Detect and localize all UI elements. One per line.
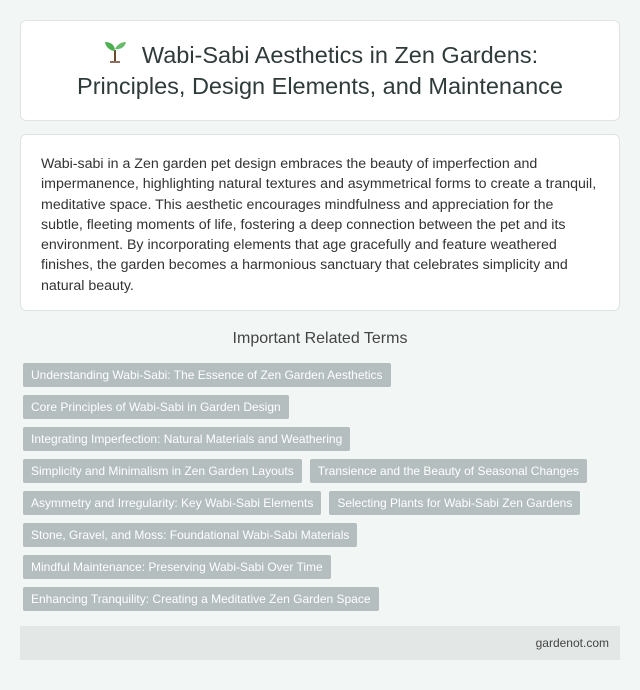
related-terms-list — [23, 363, 603, 611]
related-term-tag[interactable]: Core Principles of Wabi-Sabi in Garden Design — [23, 395, 289, 419]
footer — [20, 626, 620, 660]
related-term-tag[interactable]: Understanding Wabi-Sabi: The Essence of Zen Garden Aesthetics — [23, 363, 391, 387]
footer-site-link[interactable]: gardenot.com — [535, 636, 609, 650]
related-terms-heading: Important Related Terms — [232, 330, 408, 347]
description-text: Wabi-sabi in a Zen garden pet design embraces the beauty of imperfection and impermanence, highlighting natural textures and asymmetrical forms to create a tranquil, meditative space. This aesthetic encourages mindfulness and appreciation for the subtle, fleeting moments of life, fostering a deep connection between the pet and its environment. By incorporating elements that age gracefully and feature weathered finishes, the garden becomes a harmonious sanctuary that celebrates simplicity and natural beauty. — [41, 156, 597, 294]
related-term-tag[interactable]: Simplicity and Minimalism in Zen Garden Layouts — [23, 459, 302, 483]
page-title — [51, 39, 589, 102]
related-term-tag[interactable]: Stone, Gravel, and Moss: Foundational Wabi-Sabi Materials — [23, 523, 357, 547]
related-term-tag[interactable]: Transience and the Beauty of Seasonal Changes — [310, 459, 587, 483]
related-term-tag[interactable]: Selecting Plants for Wabi-Sabi Zen Gardens — [329, 491, 580, 515]
related-term-tag[interactable]: Integrating Imperfection: Natural Materials and Weathering — [23, 427, 350, 451]
related-term-tag[interactable]: Asymmetry and Irregularity: Key Wabi-Sabi Elements — [23, 491, 321, 515]
description-card — [20, 134, 620, 311]
page-title-text: Wabi-Sabi Aesthetics in Zen Gardens: Principles, Design Elements, and Maintenance — [77, 42, 563, 99]
title-card — [20, 20, 620, 121]
sprout-icon — [102, 39, 128, 71]
related-term-tag[interactable]: Mindful Maintenance: Preserving Wabi-Sabi Over Time — [23, 555, 331, 579]
related-term-tag[interactable]: Enhancing Tranquility: Creating a Meditative Zen Garden Space — [23, 587, 379, 611]
